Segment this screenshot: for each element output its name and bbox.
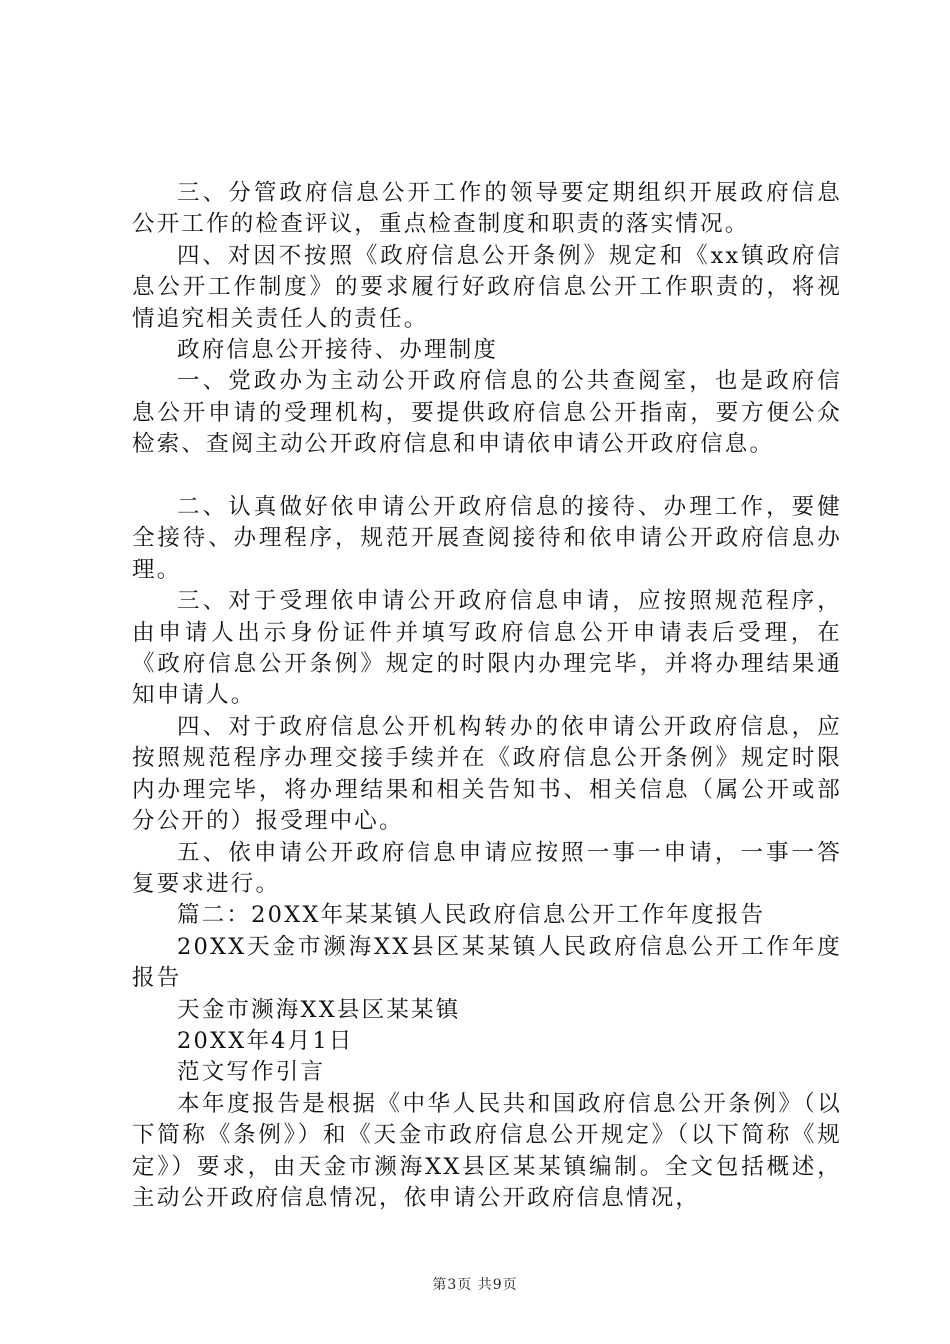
page-number-label: 第3页 共9页 [432, 1277, 518, 1293]
document-body [132, 178, 842, 1214]
section-heading-reception-system: 政府信息公开接待、办理制度 [177, 337, 499, 364]
paragraph-report-basis: 本年度报告是根据《中华人民共和国政府信息公开条例》（以下简称《条例》）和《天金市政府信息公开规定》（以下简称《规定》）要求，由天金市濒海XX县区某某镇编制。全文包括概述，主动公开政府信息情况，依申请公开政府信息情况， [132, 1090, 842, 1211]
paragraph-application-handling: 三、对于受理依申请公开政府信息申请，应按照规范程序，由申请人出示身份证件并填写政府信息公开申请表后受理，在《政府信息公开条例》规定的时限内办理完毕，并将办理结果通知申请人。 [132, 588, 842, 709]
chapter-heading-annual-report: 篇二：20XX年某某镇人民政府信息公开工作年度报告 [177, 902, 766, 929]
paragraph-transferred-applications: 四、对于政府信息公开机构转办的依申请公开政府信息，应按照规范程序办理交接手续并在《政府信息公开条例》规定时限内办理完毕，将办理结果和相关告知书、相关信息（属公开或部分公开的）报受理中心。 [132, 713, 842, 835]
page-footer [0, 1274, 950, 1294]
paragraph-one-application-one-reply: 五、依申请公开政府信息申请应按照一事一申请，一事一答复要求进行。 [132, 839, 842, 897]
section-heading-introduction: 范文写作引言 [177, 1059, 326, 1086]
paragraph-reading-room: 一、党政办为主动公开政府信息的公共查阅室，也是政府信息公开申请的受理机构，要提供政府信息公开指南，要方便公众检索、查阅主动公开政府信息和申请依申请公开政府信息。 [132, 368, 842, 458]
paragraph-reception-procedure: 二、认真做好依申请公开政府信息的接待、办理工作，要健全接待、办理程序，规范开展查阅接待和依申请公开政府信息办理。 [132, 494, 842, 583]
report-issuer: 天金市濒海XX县区某某镇 [177, 996, 461, 1023]
report-title: 20XX天金市濒海XX县区某某镇人民政府信息公开工作年度报告 [132, 933, 842, 992]
paragraph-accountability: 四、对因不按照《政府信息公开条例》规定和《xx镇政府信息公开工作制度》的要求履行好政府信息公开工作职责的，将视情追究相关责任人的责任。 [132, 242, 842, 332]
paragraph-inspection-review: 三、分管政府信息公开工作的领导要定期组织开展政府信息公开工作的检查评议，重点检查制度和职责的落实情况。 [132, 180, 842, 238]
report-date: 20XX年4月1日 [177, 1027, 354, 1054]
